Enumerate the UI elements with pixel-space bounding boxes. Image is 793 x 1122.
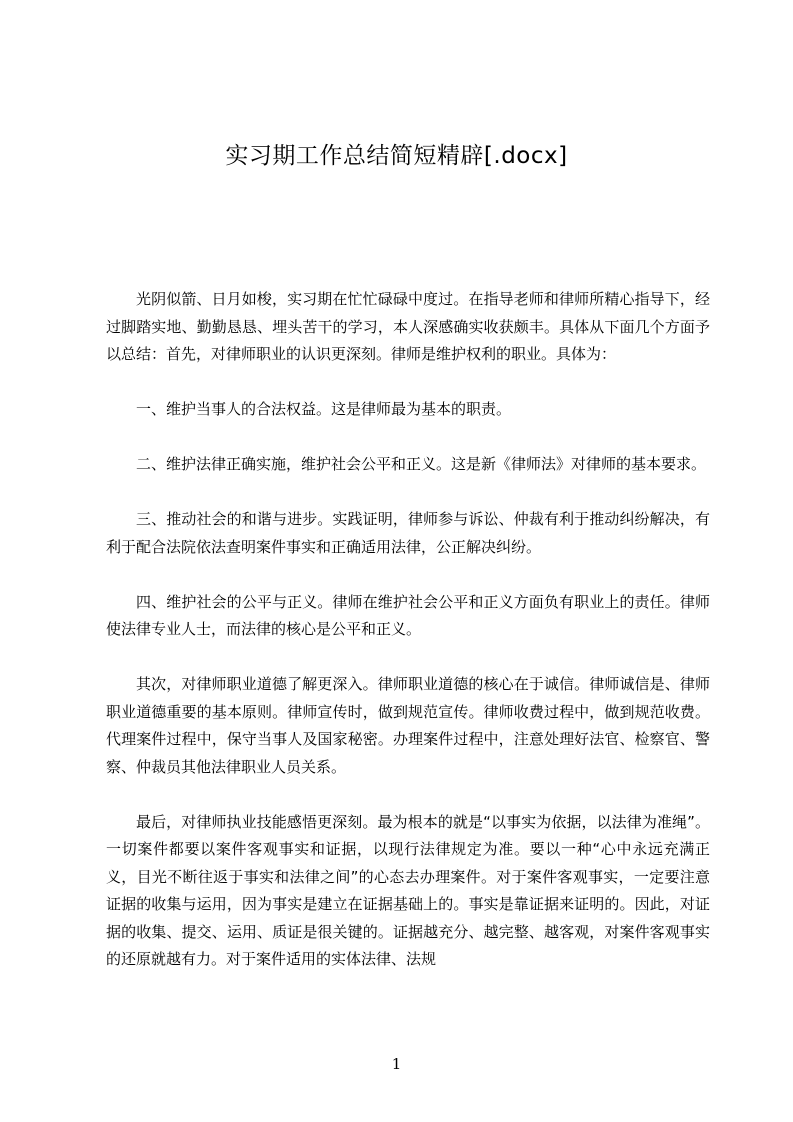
document-title: 实习期工作总结简短精辟[.docx] xyxy=(225,143,568,169)
paragraph-point-3: 三、推动社会的和谐与进步。实践证明，律师参与诉讼、仲裁有利于推动纠纷解决，有利于配合法院依法查明案件事实和正确适用法律，公正解决纠纷。 xyxy=(106,510,710,556)
document-body xyxy=(106,286,710,1001)
paragraph-skills: 最后，对律师执业技能感悟更深刻。最为根本的就是“以事实为依据，以法律为准绳”。一切案件都要以案件客观事实和证据，以现行法律规定为准。要以一种“心中永远充满正义，目光不断往返于事实和法律之间”的心态去办理案件。对于案件客观事实，一定要注意证据的收集与运用，因为事实是建立在证据基础上的。事实是靠证据来证明的。因此，对证据的收集、提交、运用、质证是很关键的。证据越充分、越完整、越客观，对案件客观事实的还原就越有力。对于案件适用的实体法律、法规 xyxy=(106,812,710,968)
page-number: 1 xyxy=(391,1055,402,1073)
paragraph-point-4: 四、维护社会的公平与正义。律师在维护社会公平和正义方面负有职业上的责任。律师使法律专业人士，而法律的核心是公平和正义。 xyxy=(106,592,710,638)
paragraph-point-1: 一、维护当事人的合法权益。这是律师最为基本的职责。 xyxy=(136,400,512,418)
paragraph-point-2: 二、维护法律正确实施，维护社会公平和正义。这是新《律师法》对律师的基本要求。 xyxy=(136,455,707,473)
paragraph-ethics: 其次，对律师职业道德了解更深入。律师职业道德的核心在于诚信。律师诚信是、律师职业道德重要的基本原则。律师宣传时，做到规范宣传。律师收费过程中，做到规范收费。代理案件过程中，保守当事人及国家秘密。办理案件过程中，注意处理好法官、检察官、警察、仲裁员其他法律职业人员关系。 xyxy=(106,675,710,776)
paragraph-intro: 光阴似箭、日月如梭，实习期在忙忙碌碌中度过。在指导老师和律师所精心指导下，经过脚踏实地、勤勤恳恳、埋头苦干的学习，本人深感确实收获颇丰。具体从下面几个方面予以总结：首先，对律师职业的认识更深刻。律师是维护权利的职业。具体为： xyxy=(106,290,710,363)
